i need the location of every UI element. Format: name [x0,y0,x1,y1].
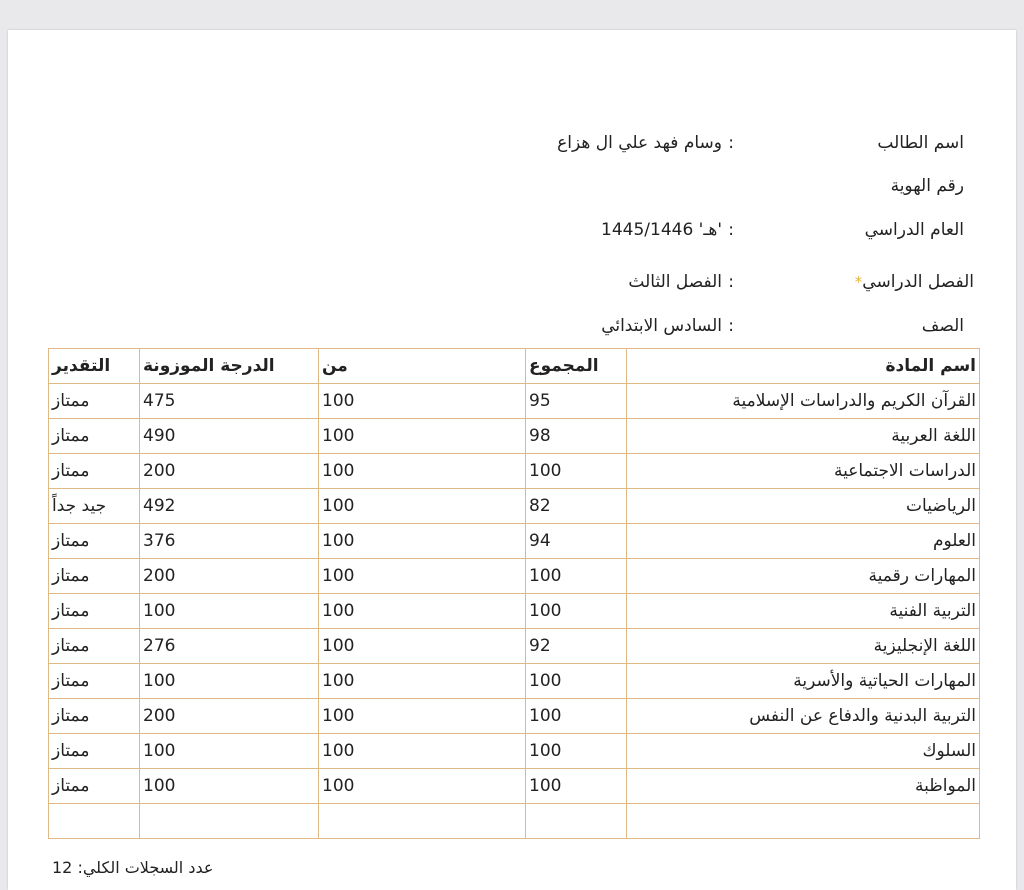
cell-weighted: 490 [140,419,319,454]
cell-from: 100 [319,594,526,629]
cell-grade: ممتاز [49,769,140,804]
term-row [8,267,1016,297]
table-row [49,664,980,699]
cell-grade: ممتاز [49,699,140,734]
term-label: الفصل الدراسي [862,272,974,292]
records-count [52,858,213,877]
cell-from: 100 [319,384,526,419]
records-count-label: عدد السجلات الكلي: [77,858,214,877]
cell-weighted: 200 [140,699,319,734]
cell-subject: التربية البدنية والدفاع عن النفس [627,699,980,734]
cell-from: 100 [319,559,526,594]
academic-year-value: 1445/1446 'هـ' [601,220,722,240]
cell-empty [526,804,627,839]
term-colon: : [728,272,734,292]
cell-total: 100 [526,594,627,629]
cell-from: 100 [319,699,526,734]
cell-from: 100 [319,419,526,454]
student-name-row [8,128,1016,158]
academic-year-row [8,215,1016,245]
table-header-row [49,349,980,384]
cell-total: 100 [526,664,627,699]
required-mark: * [854,273,863,291]
cell-from: 100 [319,489,526,524]
cell-grade: ممتاز [49,384,140,419]
cell-from: 100 [319,734,526,769]
table-row [49,699,980,734]
cell-weighted: 100 [140,664,319,699]
cell-total: 92 [526,629,627,664]
cell-grade: ممتاز [49,524,140,559]
table-row [49,524,980,559]
cell-grade: ممتاز [49,664,140,699]
student-name-colon: : [728,133,734,153]
cell-from: 100 [319,769,526,804]
cell-empty [49,804,140,839]
cell-empty [627,804,980,839]
table-empty-row [49,804,980,839]
student-name-label: اسم الطالب [877,133,964,153]
header-total: المجموع [526,349,627,384]
cell-weighted: 376 [140,524,319,559]
table-row [49,489,980,524]
cell-weighted: 475 [140,384,319,419]
cell-weighted: 200 [140,559,319,594]
cell-grade: ممتاز [49,629,140,664]
cell-from: 100 [319,629,526,664]
cell-from: 100 [319,454,526,489]
cell-weighted: 100 [140,734,319,769]
cell-total: 95 [526,384,627,419]
cell-subject: المهارات الحياتية والأسرية [627,664,980,699]
cell-subject: القرآن الكريم والدراسات الإسلامية [627,384,980,419]
cell-total: 100 [526,734,627,769]
cell-subject: السلوك [627,734,980,769]
cell-subject: العلوم [627,524,980,559]
cell-total: 94 [526,524,627,559]
student-id-row [8,171,1016,201]
cell-weighted: 100 [140,769,319,804]
class-value: السادس الابتدائي [601,316,722,336]
cell-subject: اللغة العربية [627,419,980,454]
term-label-wrap [852,267,974,297]
cell-total: 100 [526,454,627,489]
cell-subject: الرياضيات [627,489,980,524]
class-colon: : [728,316,734,336]
cell-grade: ممتاز [49,734,140,769]
cell-grade: ممتاز [49,419,140,454]
cell-total: 100 [526,699,627,734]
cell-grade: جيد جداً [49,489,140,524]
table-row [49,594,980,629]
report-page [8,30,1016,890]
cell-weighted: 492 [140,489,319,524]
cell-total: 100 [526,769,627,804]
cell-subject: المواظبة [627,769,980,804]
class-label: الصف [921,316,964,336]
cell-empty [140,804,319,839]
cell-subject: التربية الفنية [627,594,980,629]
cell-total: 82 [526,489,627,524]
cell-total: 100 [526,559,627,594]
term-value: الفصل الثالث [628,272,722,292]
table-row [49,559,980,594]
cell-total: 98 [526,419,627,454]
cell-weighted: 276 [140,629,319,664]
cell-grade: ممتاز [49,454,140,489]
cell-from: 100 [319,524,526,559]
cell-empty [319,804,526,839]
table-row [49,769,980,804]
cell-weighted: 100 [140,594,319,629]
table-row [49,419,980,454]
cell-subject: اللغة الإنجليزية [627,629,980,664]
header-from: من [319,349,526,384]
student-id-label: رقم الهوية [890,176,964,196]
cell-from: 100 [319,664,526,699]
cell-subject: الدراسات الاجتماعية [627,454,980,489]
table-row [49,384,980,419]
student-name-value: وسام فهد علي ال هزاع [557,133,722,153]
header-subject: اسم المادة [627,349,980,384]
cell-subject: المهارات رقمية [627,559,980,594]
header-weighted: الدرجة الموزونة [140,349,319,384]
academic-year-colon: : [728,220,734,240]
cell-grade: ممتاز [49,559,140,594]
grades-table [48,348,980,839]
table-row [49,454,980,489]
cell-grade: ممتاز [49,594,140,629]
table-row [49,734,980,769]
records-count-value: 12 [52,858,73,877]
cell-weighted: 200 [140,454,319,489]
academic-year-label: العام الدراسي [864,220,964,240]
header-grade: التقدير [49,349,140,384]
table-row [49,629,980,664]
class-row [8,311,1016,341]
